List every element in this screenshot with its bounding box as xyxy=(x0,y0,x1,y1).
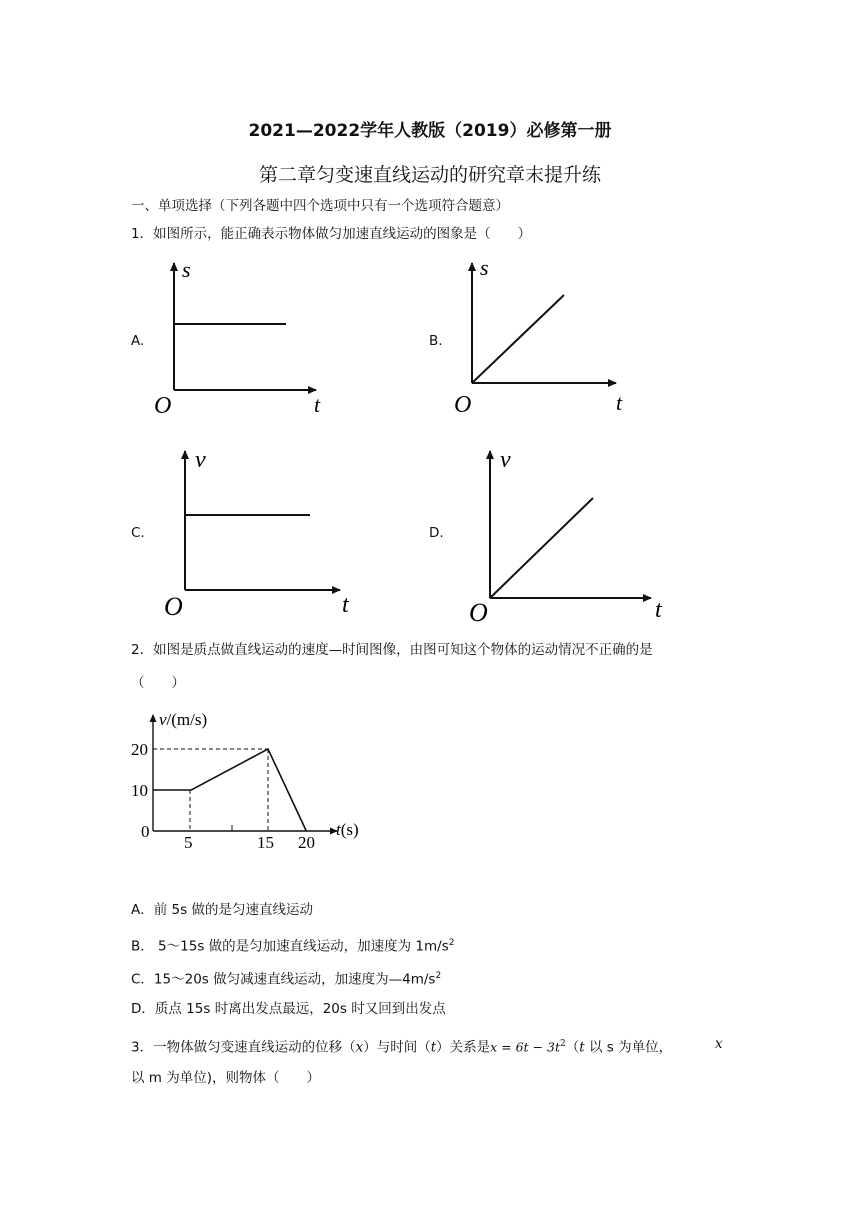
q2-vt-graph xyxy=(125,705,375,855)
x-tick-20: 20 xyxy=(298,833,315,852)
document-title: 2021—2022学年人教版（2019）必修第一册 xyxy=(248,121,612,141)
q2-option-b xyxy=(131,933,455,957)
q3-text-4: （ xyxy=(565,1039,580,1056)
graph-line xyxy=(490,498,593,598)
q1-graph-d xyxy=(465,445,675,625)
y-axis-label: v xyxy=(500,447,511,473)
q1-option-a-label: A. xyxy=(131,333,145,349)
q2-option-c xyxy=(131,966,441,990)
y-tick-10: 10 xyxy=(131,781,148,800)
q3-text-5: 以 s 为单位， xyxy=(584,1039,673,1056)
q3-var-t: t xyxy=(430,1039,437,1056)
origin-label: O xyxy=(454,392,472,418)
q1-graph-b xyxy=(450,255,640,420)
q3-text-3: ）关系是 xyxy=(436,1039,491,1056)
q2-option-c-text: C．15～20s 做匀减速直线运动，加速度为—4m/s xyxy=(131,971,436,988)
q1-option-c-label: C. xyxy=(131,525,145,541)
document-subtitle: 第二章匀变速直线运动的研究章末提升练 xyxy=(258,164,601,186)
x-axis-var: t xyxy=(336,820,341,839)
y-axis-var: v xyxy=(159,710,167,729)
q2-stem-line1: 2．如图是质点做直线运动的速度—时间图像，由图可知这个物体的运动情况不正确的是 xyxy=(131,642,653,658)
y-axis-unit: /(m/s) xyxy=(166,710,208,729)
q1-stem: 1．如图所示，能正确表示物体做匀加速直线运动的图象是（ ） xyxy=(131,226,532,242)
origin-label: O xyxy=(469,598,488,625)
origin-label: O xyxy=(154,393,172,419)
y-tick-0: 0 xyxy=(141,822,150,841)
q1-option-d-label: D. xyxy=(429,525,444,541)
q3-equation-sup: 2 xyxy=(560,1039,566,1049)
q3-var-x: x xyxy=(355,1039,364,1056)
x-axis-label: t xyxy=(314,392,321,417)
q1-graph-a xyxy=(150,255,340,420)
q2-option-d: D．质点 15s 时离出发点最远，20s 时又回到出发点 xyxy=(131,1001,446,1017)
q3-text-2: ）与时间（ xyxy=(363,1039,431,1056)
q2-stem-line2: （ ） xyxy=(131,675,185,691)
q1-option-b-label: B. xyxy=(429,333,443,349)
x-axis-label: t xyxy=(342,592,349,618)
q2-option-a: A．前 5s 做的是匀速直线运动 xyxy=(131,902,313,918)
y-axis-label: s xyxy=(182,257,191,282)
y-axis-title xyxy=(159,710,207,729)
origin-label: O xyxy=(164,592,183,620)
section-heading: 一、单项选择（下列各题中四个选项中只有一个选项符合题意） xyxy=(131,198,509,214)
graph-line xyxy=(472,295,564,383)
y-tick-20: 20 xyxy=(131,740,148,759)
q2-option-b-sup: 2 xyxy=(448,938,455,948)
x-tick-5: 5 xyxy=(184,833,193,852)
x-axis-label: t xyxy=(616,390,623,415)
q3-text-1: 3．一物体做匀变速直线运动的位移（ xyxy=(131,1039,356,1056)
q3-stem-line1 xyxy=(131,1034,672,1058)
q2-option-b-text: B． 5～15s 做的是匀加速直线运动，加速度为 1m/s xyxy=(131,938,449,955)
x-axis-unit: (s) xyxy=(340,820,359,839)
q3-equation: x = 6t − 3t xyxy=(490,1039,560,1055)
y-axis-label: v xyxy=(195,447,206,473)
q3-stem-line2: 以 m 为单位)，则物体（ ） xyxy=(131,1070,320,1086)
x-axis-title xyxy=(336,820,359,839)
velocity-line xyxy=(153,749,306,831)
q2-option-c-sup: 2 xyxy=(435,971,442,981)
q3-var-t2: t xyxy=(579,1039,585,1056)
y-axis-label: s xyxy=(480,255,489,280)
q1-graph-c xyxy=(160,445,360,620)
q3-var-x2: x xyxy=(715,1036,723,1052)
x-axis-label: t xyxy=(655,597,662,623)
x-tick-15: 15 xyxy=(257,833,274,852)
